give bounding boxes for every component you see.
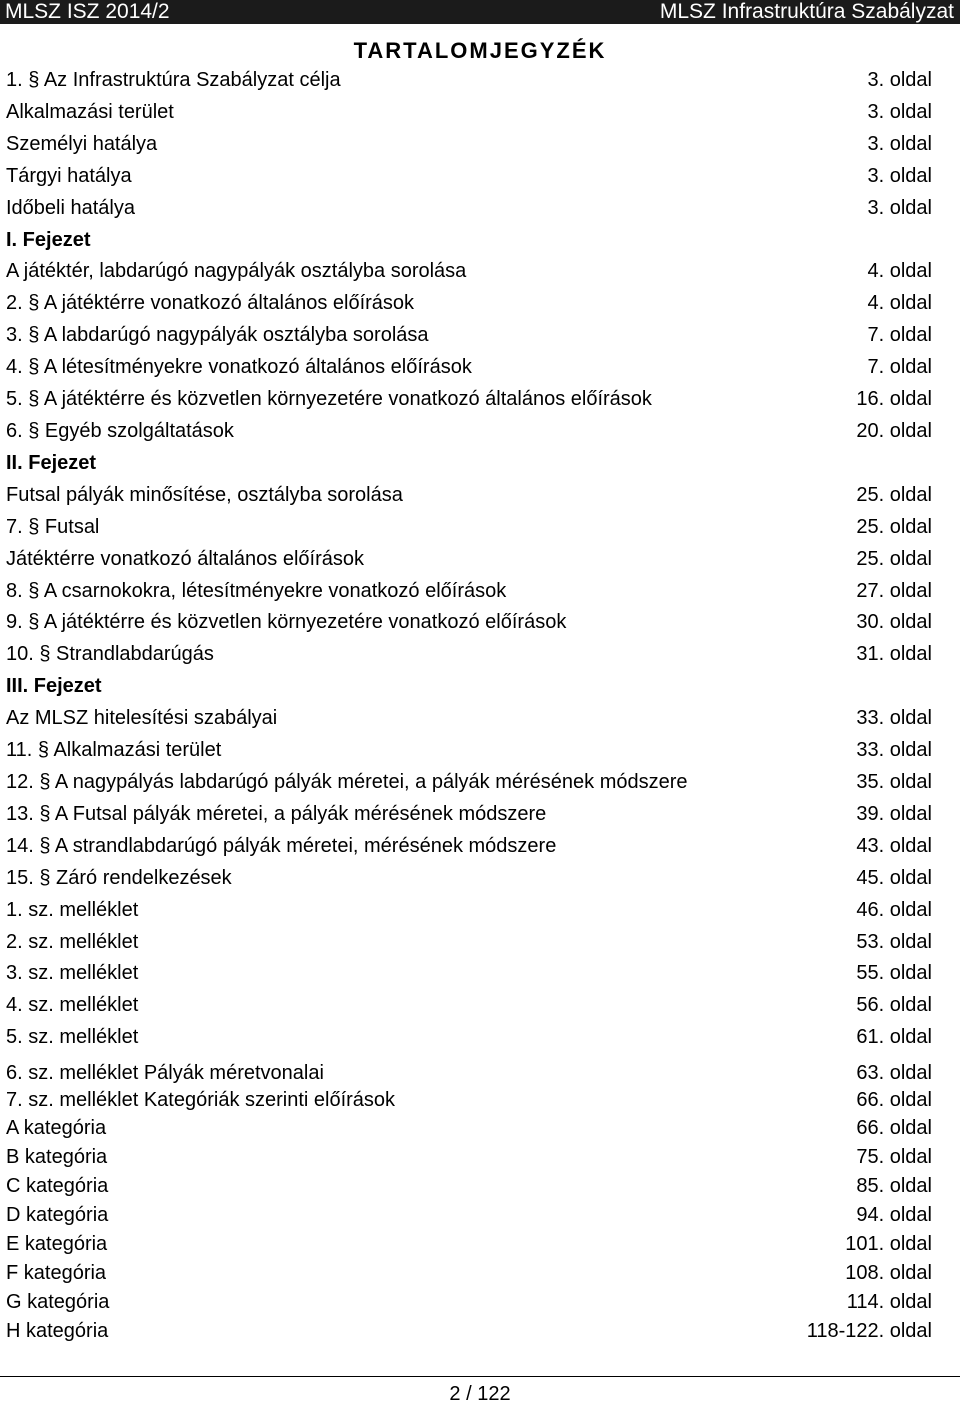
toc-entry-page: 53. oldal [856, 931, 932, 953]
toc-entry-page: 25. oldal [856, 484, 932, 506]
toc-entry-page: 16. oldal [856, 388, 932, 410]
toc-entry-label: C kategória [6, 1175, 109, 1197]
toc-entry-page: 55. oldal [856, 962, 932, 984]
toc-entry-page: 114. oldal [846, 1291, 932, 1313]
toc-entry-page: 20. oldal [856, 420, 932, 442]
toc-entry-page: 27. oldal [856, 580, 932, 602]
header-document-id: MLSZ ISZ 2014/2 [5, 0, 170, 23]
footer-divider [0, 1376, 960, 1377]
toc-entry-label: Személyi hatálya [6, 133, 158, 155]
toc-entry-page: 75. oldal [856, 1146, 932, 1168]
toc-entry-label: 14. § A strandlabdarúgó pályák méretei, mérésének módszere [6, 835, 557, 857]
toc-entry-label: 11. § Alkalmazási terület [6, 739, 222, 761]
toc-entry-page: 3. oldal [867, 197, 932, 219]
toc-entry-page: 3. oldal [867, 101, 932, 123]
toc-entry-label: 5. sz. melléklet [6, 1026, 139, 1048]
toc-entry-label: 1. sz. melléklet [6, 899, 139, 921]
toc-entry-label: 7. § Futsal [6, 516, 100, 538]
toc-entry-page: 39. oldal [856, 803, 932, 825]
toc-entry-page: 43. oldal [856, 835, 932, 857]
toc-entry-label: A kategória [6, 1117, 107, 1139]
toc-entry-page: 31. oldal [856, 643, 932, 665]
toc-entry-label: 9. § A játéktérre és közvetlen környezetére vonatkozó előírások [6, 611, 567, 633]
toc-entry-label: 1. § Az Infrastruktúra Szabályzat célja [6, 69, 341, 91]
toc-entry-label: G kategória [6, 1291, 110, 1313]
toc-entry-label: Időbeli hatálya [6, 197, 135, 219]
toc-entry-label: 12. § A nagypályás labdarúgó pályák méretei, a pályák mérésének módszere [6, 771, 688, 793]
toc-entry-label: Játéktérre vonatkozó általános előírások [6, 548, 364, 570]
toc-entry-page: 4. oldal [867, 292, 932, 314]
toc-entry-page: 85. oldal [856, 1175, 932, 1197]
toc-entry-label: II. Fejezet [6, 452, 97, 474]
toc-entry-page: 66. oldal [856, 1117, 932, 1139]
toc-entry-label: 15. § Záró rendelkezések [6, 867, 232, 889]
toc-entry-label: D kategória [6, 1204, 109, 1226]
toc-entry-label: 8. § A csarnokokra, létesítményekre vonatkozó előírások [6, 580, 507, 602]
toc-entry-label: Az MLSZ hitelesítési szabályai [6, 707, 278, 729]
toc-entry-page: 25. oldal [856, 548, 932, 570]
toc-entry-page: 56. oldal [856, 994, 932, 1016]
toc-entry-page: 46. oldal [856, 899, 932, 921]
toc-entry-page: 94. oldal [856, 1204, 932, 1226]
toc-entry-page: 33. oldal [856, 707, 932, 729]
toc-entry-label: 7. sz. melléklet Kategóriák szerinti előírások [6, 1089, 396, 1111]
page-title: TARTALOMJEGYZÉK [353, 38, 607, 63]
toc-entry-label: 6. sz. melléklet Pályák méretvonalai [6, 1062, 324, 1084]
toc-entry-page: 61. oldal [856, 1026, 932, 1048]
toc-entry-label: 2. § A játéktérre vonatkozó általános előírások [6, 292, 415, 314]
toc-entry-label: E kategória [6, 1233, 108, 1255]
toc-entry-label: 5. § A játéktérre és közvetlen környezetére vonatkozó általános előírások [6, 388, 652, 410]
toc-entry-label: A játéktér, labdarúgó nagypályák osztályba sorolása [6, 260, 467, 282]
toc-entry-label: 13. § A Futsal pályák méretei, a pályák mérésének módszere [6, 803, 547, 825]
toc-entry-label: 6. § Egyéb szolgáltatások [6, 420, 234, 442]
toc-entry-page: 118-122. oldal [806, 1320, 932, 1342]
toc-entry-page: 66. oldal [856, 1089, 932, 1111]
toc-entry-label: F kategória [6, 1262, 107, 1284]
toc-entry-label: H kategória [6, 1320, 109, 1342]
toc-entry-label: 4. § A létesítményekre vonatkozó általános előírások [6, 356, 472, 378]
toc-entry-page: 25. oldal [856, 516, 932, 538]
toc-entry-label: B kategória [6, 1146, 108, 1168]
page-number: 2 / 122 [449, 1383, 511, 1405]
toc-entry-page: 45. oldal [856, 867, 932, 889]
toc-entry-label: 4. sz. melléklet [6, 994, 139, 1016]
toc-entry-page: 7. oldal [867, 324, 932, 346]
toc-entry-page: 33. oldal [856, 739, 932, 761]
toc-entry-label: Futsal pályák minősítése, osztályba sorolása [6, 484, 403, 506]
toc-entry-page: 63. oldal [856, 1062, 932, 1084]
toc-entry-label: 10. § Strandlabdarúgás [6, 643, 214, 665]
toc-entry-page: 7. oldal [867, 356, 932, 378]
toc-entry-label: 3. § A labdarúgó nagypályák osztályba sorolása [6, 324, 429, 346]
toc-entry-label: I. Fejezet [6, 229, 91, 251]
toc-entry-page: 3. oldal [867, 165, 932, 187]
toc-entry-page: 3. oldal [867, 133, 932, 155]
running-header [0, 0, 960, 24]
toc-entry-label: 3. sz. melléklet [6, 962, 139, 984]
toc-entry-page: 101. oldal [845, 1233, 932, 1255]
toc-entry-page: 30. oldal [856, 611, 932, 633]
header-document-title: MLSZ Infrastruktúra Szabályzat [659, 0, 954, 23]
toc-entry-page: 108. oldal [845, 1262, 932, 1284]
toc-entry-label: 2. sz. melléklet [6, 931, 139, 953]
toc-entry-page: 4. oldal [867, 260, 932, 282]
toc-entry-label: III. Fejezet [6, 675, 102, 697]
toc-entry-label: Tárgyi hatálya [6, 165, 132, 187]
toc-entry-page: 3. oldal [867, 69, 932, 91]
toc-entry-label: Alkalmazási terület [6, 101, 174, 123]
toc-entry-page: 35. oldal [856, 771, 932, 793]
